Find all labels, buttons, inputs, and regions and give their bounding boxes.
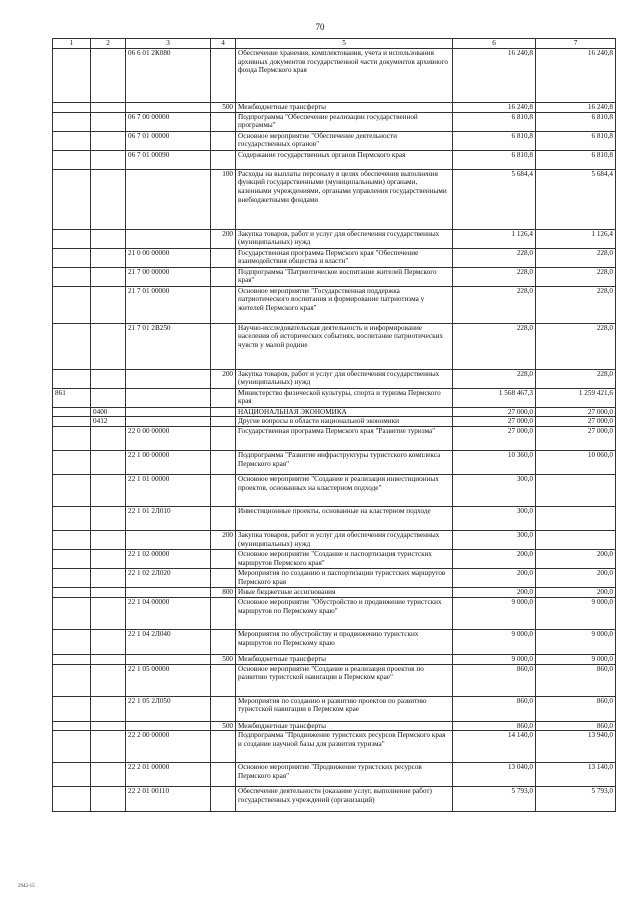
target-article-cell: 21 7 01 00000: [126, 286, 211, 323]
ministry-code-cell: [53, 229, 91, 248]
table-row: [53, 654, 616, 664]
amount-year2-cell: 228,0: [536, 248, 616, 267]
amount-year2-cell: 27 000,0: [536, 407, 616, 417]
section-code-cell: [91, 112, 126, 131]
section-code-cell: [91, 388, 126, 407]
expense-type-cell: [211, 731, 236, 763]
section-code-cell: [91, 150, 126, 169]
item-name-cell: Основное мероприятие "Создание и реализация инвестиционных проектов, основанных на кластерном подходе": [236, 475, 453, 507]
expense-type-cell: 200: [211, 229, 236, 248]
table-row: [53, 102, 616, 112]
ministry-code-cell: [53, 369, 91, 388]
amount-year1-cell: 300,0: [453, 507, 536, 531]
table-row: [53, 507, 616, 531]
table-row: [53, 475, 616, 507]
budget-table-body: [53, 48, 616, 812]
amount-year1-cell: 228,0: [453, 323, 536, 369]
item-name-cell: Расходы на выплаты персоналу в целях обеспечения выполнения функций государственными (муниципальными) органами, казенными учреждениями, органами управления государственными внебюджетными фондами: [236, 169, 453, 229]
table-row: [53, 664, 616, 696]
target-article-cell: 22 2 01 00000: [126, 763, 211, 787]
ministry-code-cell: [53, 407, 91, 417]
expense-type-cell: 800: [211, 588, 236, 598]
ministry-code-cell: [53, 696, 91, 721]
item-name-cell: Межбюджетные трансферты: [236, 654, 453, 664]
item-name-cell: Основное мероприятие "Обеспечение деятельности государственных органов": [236, 131, 453, 150]
amount-year2-cell: 228,0: [536, 323, 616, 369]
section-code-cell: [91, 131, 126, 150]
table-row: [53, 696, 616, 721]
item-name-cell: Основное мероприятие "Обустройство и продвижение туристских маршрутов по Пермскому краю": [236, 597, 453, 629]
expense-type-cell: 200: [211, 369, 236, 388]
section-code-cell: [91, 721, 126, 731]
amount-year1-cell: 5 684,4: [453, 169, 536, 229]
column-number: 6: [453, 39, 536, 49]
ministry-code-cell: [53, 48, 91, 102]
table-row: [53, 597, 616, 629]
amount-year1-cell: 5 793,0: [453, 787, 536, 812]
amount-year2-cell: 228,0: [536, 267, 616, 286]
ministry-code-cell: [53, 721, 91, 731]
amount-year2-cell: [536, 475, 616, 507]
expense-type-cell: 200: [211, 531, 236, 550]
item-name-cell: Основное мероприятие "Создание и паспортизация туристских маршрутов Пермского края": [236, 550, 453, 569]
target-article-cell: [126, 588, 211, 598]
table-row: [53, 229, 616, 248]
item-name-cell: Государственная программа Пермского края "Обеспечение взаимодействия общества и власти": [236, 248, 453, 267]
amount-year1-cell: 860,0: [453, 696, 536, 721]
target-article-cell: [126, 654, 211, 664]
column-number: 5: [236, 39, 453, 49]
target-article-cell: 06 7 01 00000: [126, 131, 211, 150]
expense-type-cell: [211, 323, 236, 369]
section-code-cell: [91, 507, 126, 531]
expense-type-cell: [211, 569, 236, 588]
table-row: [53, 763, 616, 787]
item-name-cell: Межбюджетные трансферты: [236, 721, 453, 731]
amount-year2-cell: 860,0: [536, 664, 616, 696]
target-article-cell: 21 7 00 00000: [126, 267, 211, 286]
amount-year1-cell: 200,0: [453, 569, 536, 588]
target-article-cell: 22 1 01 2Л010: [126, 507, 211, 531]
expense-type-cell: [211, 475, 236, 507]
expense-type-cell: [211, 112, 236, 131]
amount-year1-cell: 27 000,0: [453, 407, 536, 417]
item-name-cell: Основное мероприятие "Продвижение туристских ресурсов Пермского края": [236, 763, 453, 787]
ministry-code-cell: [53, 131, 91, 150]
section-code-cell: 0412: [91, 417, 126, 427]
table-row: [53, 286, 616, 323]
section-code-cell: [91, 763, 126, 787]
ministry-code-cell: [53, 323, 91, 369]
expense-type-cell: [211, 696, 236, 721]
section-code-cell: [91, 229, 126, 248]
ministry-code-cell: [53, 731, 91, 763]
table-row: [53, 427, 616, 451]
section-code-cell: [91, 369, 126, 388]
section-code-cell: [91, 629, 126, 654]
amount-year1-cell: 9 000,0: [453, 654, 536, 664]
amount-year1-cell: 1 126,4: [453, 229, 536, 248]
table-row: [53, 588, 616, 598]
item-name-cell: Основное мероприятие "Создание и реализация проектов по развитию туристской навигации в Пермском крае": [236, 664, 453, 696]
amount-year2-cell: 13 940,0: [536, 731, 616, 763]
ministry-code-cell: [53, 248, 91, 267]
column-number-row: [53, 39, 616, 49]
target-article-cell: 22 1 04 2Л040: [126, 629, 211, 654]
target-article-cell: 21 7 01 2В250: [126, 323, 211, 369]
amount-year1-cell: 200,0: [453, 588, 536, 598]
amount-year2-cell: 16 240,8: [536, 102, 616, 112]
amount-year2-cell: 1 259 421,6: [536, 388, 616, 407]
expense-type-cell: [211, 451, 236, 475]
amount-year2-cell: 228,0: [536, 286, 616, 323]
section-code-cell: [91, 427, 126, 451]
section-code-cell: [91, 731, 126, 763]
amount-year2-cell: 16 240,8: [536, 48, 616, 102]
amount-year1-cell: 228,0: [453, 248, 536, 267]
table-row: [53, 267, 616, 286]
section-code-cell: [91, 102, 126, 112]
expense-type-cell: [211, 286, 236, 323]
item-name-cell: Подпрограмма "Патриотическое воспитание жителей Пермского края": [236, 267, 453, 286]
item-name-cell: Подпрограмма "Развитие инфраструктуры туристского комплекса Пермского края": [236, 451, 453, 475]
table-row: [53, 451, 616, 475]
item-name-cell: Подпрограмма "Обеспечение реализации государственной программы": [236, 112, 453, 131]
expense-type-cell: [211, 664, 236, 696]
ministry-code-cell: [53, 427, 91, 451]
expense-type-cell: 500: [211, 654, 236, 664]
amount-year1-cell: 10 360,0: [453, 451, 536, 475]
amount-year1-cell: 228,0: [453, 286, 536, 323]
column-number: 1: [53, 39, 91, 49]
target-article-cell: [126, 407, 211, 417]
table-row: [53, 369, 616, 388]
item-name-cell: Научно-исследовательская деятельность и информирование населения об исторических событиях, воспитание патриотических чувств у малой родине: [236, 323, 453, 369]
amount-year2-cell: 860,0: [536, 696, 616, 721]
target-article-cell: 22 1 02 00000: [126, 550, 211, 569]
target-article-cell: 22 2 01 00110: [126, 787, 211, 812]
amount-year1-cell: 6 810,8: [453, 150, 536, 169]
column-number: 7: [536, 39, 616, 49]
item-name-cell: Мероприятия по созданию и развитию проектов по развитию туристской навигации в Пермском крае: [236, 696, 453, 721]
target-article-cell: [126, 229, 211, 248]
ministry-code-cell: [53, 550, 91, 569]
budget-table: [52, 38, 616, 812]
amount-year2-cell: 200,0: [536, 569, 616, 588]
ministry-code-cell: [53, 507, 91, 531]
amount-year1-cell: 228,0: [453, 267, 536, 286]
table-row: [53, 248, 616, 267]
ministry-code-cell: [53, 102, 91, 112]
ministry-code-cell: [53, 664, 91, 696]
target-article-cell: [126, 388, 211, 407]
ministry-code-cell: [53, 787, 91, 812]
amount-year2-cell: 860,0: [536, 721, 616, 731]
expense-type-cell: [211, 597, 236, 629]
expense-type-cell: 500: [211, 721, 236, 731]
item-name-cell: Основное мероприятие "Государственная поддержка патриотического воспитания и формирование патриотизма у жителей Пермского края": [236, 286, 453, 323]
section-code-cell: [91, 475, 126, 507]
table-row: [53, 388, 616, 407]
table-row: [53, 550, 616, 569]
expense-type-cell: [211, 629, 236, 654]
target-article-cell: 22 1 05 2Л050: [126, 696, 211, 721]
target-article-cell: 22 1 04 00000: [126, 597, 211, 629]
target-article-cell: 06 7 01 00090: [126, 150, 211, 169]
section-code-cell: [91, 550, 126, 569]
column-number: 4: [211, 39, 236, 49]
amount-year2-cell: 27 000,0: [536, 427, 616, 451]
table-row: [53, 629, 616, 654]
amount-year2-cell: [536, 531, 616, 550]
expense-type-cell: [211, 388, 236, 407]
amount-year1-cell: 14 140,0: [453, 731, 536, 763]
item-name-cell: Министерство физической культуры, спорта и туризма Пермского края: [236, 388, 453, 407]
footer-document-code: 2942-15: [18, 884, 35, 889]
page-number: 70: [315, 22, 325, 32]
target-article-cell: 22 1 02 2Л020: [126, 569, 211, 588]
target-article-cell: [126, 721, 211, 731]
amount-year2-cell: 10 060,0: [536, 451, 616, 475]
table-row: [53, 112, 616, 131]
amount-year1-cell: 27 000,0: [453, 417, 536, 427]
expense-type-cell: [211, 427, 236, 451]
item-name-cell: Иные бюджетные ассигнования: [236, 588, 453, 598]
amount-year2-cell: 6 810,8: [536, 131, 616, 150]
section-code-cell: [91, 696, 126, 721]
expense-type-cell: [211, 248, 236, 267]
table-row: [53, 721, 616, 731]
item-name-cell: Мероприятия по созданию и паспортизации туристских маршрутов Пермского края: [236, 569, 453, 588]
amount-year1-cell: 27 000,0: [453, 427, 536, 451]
target-article-cell: [126, 531, 211, 550]
expense-type-cell: [211, 763, 236, 787]
target-article-cell: 22 1 00 00000: [126, 451, 211, 475]
item-name-cell: НАЦИОНАЛЬНАЯ ЭКОНОМИКА: [236, 407, 453, 417]
section-code-cell: 0400: [91, 407, 126, 417]
section-code-cell: [91, 569, 126, 588]
amount-year2-cell: [536, 507, 616, 531]
item-name-cell: Обеспечение хранения, комплектования, учета и использования архивных документов государственной части документов архивного фонда Пермского края: [236, 48, 453, 102]
table-row: [53, 731, 616, 763]
table-row: [53, 48, 616, 102]
amount-year2-cell: 9 000,0: [536, 629, 616, 654]
target-article-cell: 06 7 00 00000: [126, 112, 211, 131]
amount-year1-cell: 200,0: [453, 550, 536, 569]
target-article-cell: 22 1 05 00000: [126, 664, 211, 696]
table-row: [53, 569, 616, 588]
section-code-cell: [91, 169, 126, 229]
item-name-cell: Инвестиционные проекты, основанные на кластерном подходе: [236, 507, 453, 531]
target-article-cell: 22 1 01 00000: [126, 475, 211, 507]
expense-type-cell: [211, 48, 236, 102]
ministry-code-cell: [53, 588, 91, 598]
amount-year2-cell: 200,0: [536, 550, 616, 569]
section-code-cell: [91, 654, 126, 664]
ministry-code-cell: [53, 112, 91, 131]
item-name-cell: Закупка товаров, работ и услуг для обеспечения государственных (муниципальных) нужд: [236, 369, 453, 388]
amount-year2-cell: 27 000,0: [536, 417, 616, 427]
target-article-cell: [126, 369, 211, 388]
target-article-cell: 22 2 00 00000: [126, 731, 211, 763]
amount-year2-cell: 13 140,0: [536, 763, 616, 787]
expense-type-cell: 100: [211, 169, 236, 229]
amount-year1-cell: 13 040,0: [453, 763, 536, 787]
expense-type-cell: [211, 507, 236, 531]
item-name-cell: Обеспечение деятельности (оказание услуг, выполнение работ) государственных учреждений (организаций): [236, 787, 453, 812]
column-number: 3: [126, 39, 211, 49]
item-name-cell: Закупка товаров, работ и услуг для обеспечения государственных (муниципальных) нужд: [236, 531, 453, 550]
amount-year1-cell: 228,0: [453, 369, 536, 388]
ministry-code-cell: 861: [53, 388, 91, 407]
expense-type-cell: [211, 550, 236, 569]
amount-year1-cell: 6 810,8: [453, 131, 536, 150]
item-name-cell: Подпрограмма "Продвижение туристских ресурсов Пермского края и создание научной базы для развития туризма": [236, 731, 453, 763]
target-article-cell: 06 6 01 2К080: [126, 48, 211, 102]
item-name-cell: Мероприятия по обустройству и продвижению туристских маршрутов по Пермскому краю: [236, 629, 453, 654]
table-row: [53, 787, 616, 812]
item-name-cell: Другие вопросы в области национальной экономики: [236, 417, 453, 427]
expense-type-cell: [211, 787, 236, 812]
amount-year2-cell: 200,0: [536, 588, 616, 598]
amount-year1-cell: 860,0: [453, 721, 536, 731]
ministry-code-cell: [53, 417, 91, 427]
expense-type-cell: 500: [211, 102, 236, 112]
section-code-cell: [91, 451, 126, 475]
ministry-code-cell: [53, 169, 91, 229]
target-article-cell: [126, 417, 211, 427]
ministry-code-cell: [53, 286, 91, 323]
amount-year1-cell: 300,0: [453, 531, 536, 550]
amount-year2-cell: 228,0: [536, 369, 616, 388]
section-code-cell: [91, 48, 126, 102]
amount-year2-cell: 6 810,8: [536, 150, 616, 169]
amount-year1-cell: 16 240,8: [453, 102, 536, 112]
amount-year1-cell: 300,0: [453, 475, 536, 507]
ministry-code-cell: [53, 569, 91, 588]
item-name-cell: Содержание государственных органов Пермского края: [236, 150, 453, 169]
expense-type-cell: [211, 417, 236, 427]
expense-type-cell: [211, 407, 236, 417]
amount-year2-cell: 6 810,8: [536, 112, 616, 131]
section-code-cell: [91, 597, 126, 629]
amount-year2-cell: 5 684,4: [536, 169, 616, 229]
table-row: [53, 131, 616, 150]
table-row: [53, 407, 616, 417]
section-code-cell: [91, 588, 126, 598]
amount-year1-cell: 1 568 467,3: [453, 388, 536, 407]
amount-year2-cell: 1 126,4: [536, 229, 616, 248]
table-row: [53, 323, 616, 369]
ministry-code-cell: [53, 597, 91, 629]
table-row: [53, 531, 616, 550]
ministry-code-cell: [53, 531, 91, 550]
amount-year2-cell: 9 000,0: [536, 654, 616, 664]
target-article-cell: 21 0 00 00000: [126, 248, 211, 267]
section-code-cell: [91, 267, 126, 286]
ministry-code-cell: [53, 763, 91, 787]
section-code-cell: [91, 787, 126, 812]
expense-type-cell: [211, 267, 236, 286]
ministry-code-cell: [53, 267, 91, 286]
section-code-cell: [91, 531, 126, 550]
ministry-code-cell: [53, 629, 91, 654]
expense-type-cell: [211, 150, 236, 169]
item-name-cell: Межбюджетные трансферты: [236, 102, 453, 112]
section-code-cell: [91, 323, 126, 369]
ministry-code-cell: [53, 150, 91, 169]
column-number: 2: [91, 39, 126, 49]
section-code-cell: [91, 248, 126, 267]
table-row: [53, 417, 616, 427]
section-code-cell: [91, 286, 126, 323]
item-name-cell: Закупка товаров, работ и услуг для обеспечения государственных (муниципальных) нужд: [236, 229, 453, 248]
item-name-cell: Государственная программа Пермского края "Развитие туризма": [236, 427, 453, 451]
target-article-cell: [126, 102, 211, 112]
ministry-code-cell: [53, 475, 91, 507]
target-article-cell: [126, 169, 211, 229]
expense-type-cell: [211, 131, 236, 150]
section-code-cell: [91, 664, 126, 696]
ministry-code-cell: [53, 451, 91, 475]
amount-year1-cell: 860,0: [453, 664, 536, 696]
amount-year2-cell: 5 793,0: [536, 787, 616, 812]
table-row: [53, 150, 616, 169]
target-article-cell: 22 0 00 00000: [126, 427, 211, 451]
amount-year1-cell: 16 240,8: [453, 48, 536, 102]
ministry-code-cell: [53, 654, 91, 664]
table-row: [53, 169, 616, 229]
amount-year2-cell: 9 000,0: [536, 597, 616, 629]
amount-year1-cell: 6 810,8: [453, 112, 536, 131]
amount-year1-cell: 9 000,0: [453, 629, 536, 654]
amount-year1-cell: 9 000,0: [453, 597, 536, 629]
